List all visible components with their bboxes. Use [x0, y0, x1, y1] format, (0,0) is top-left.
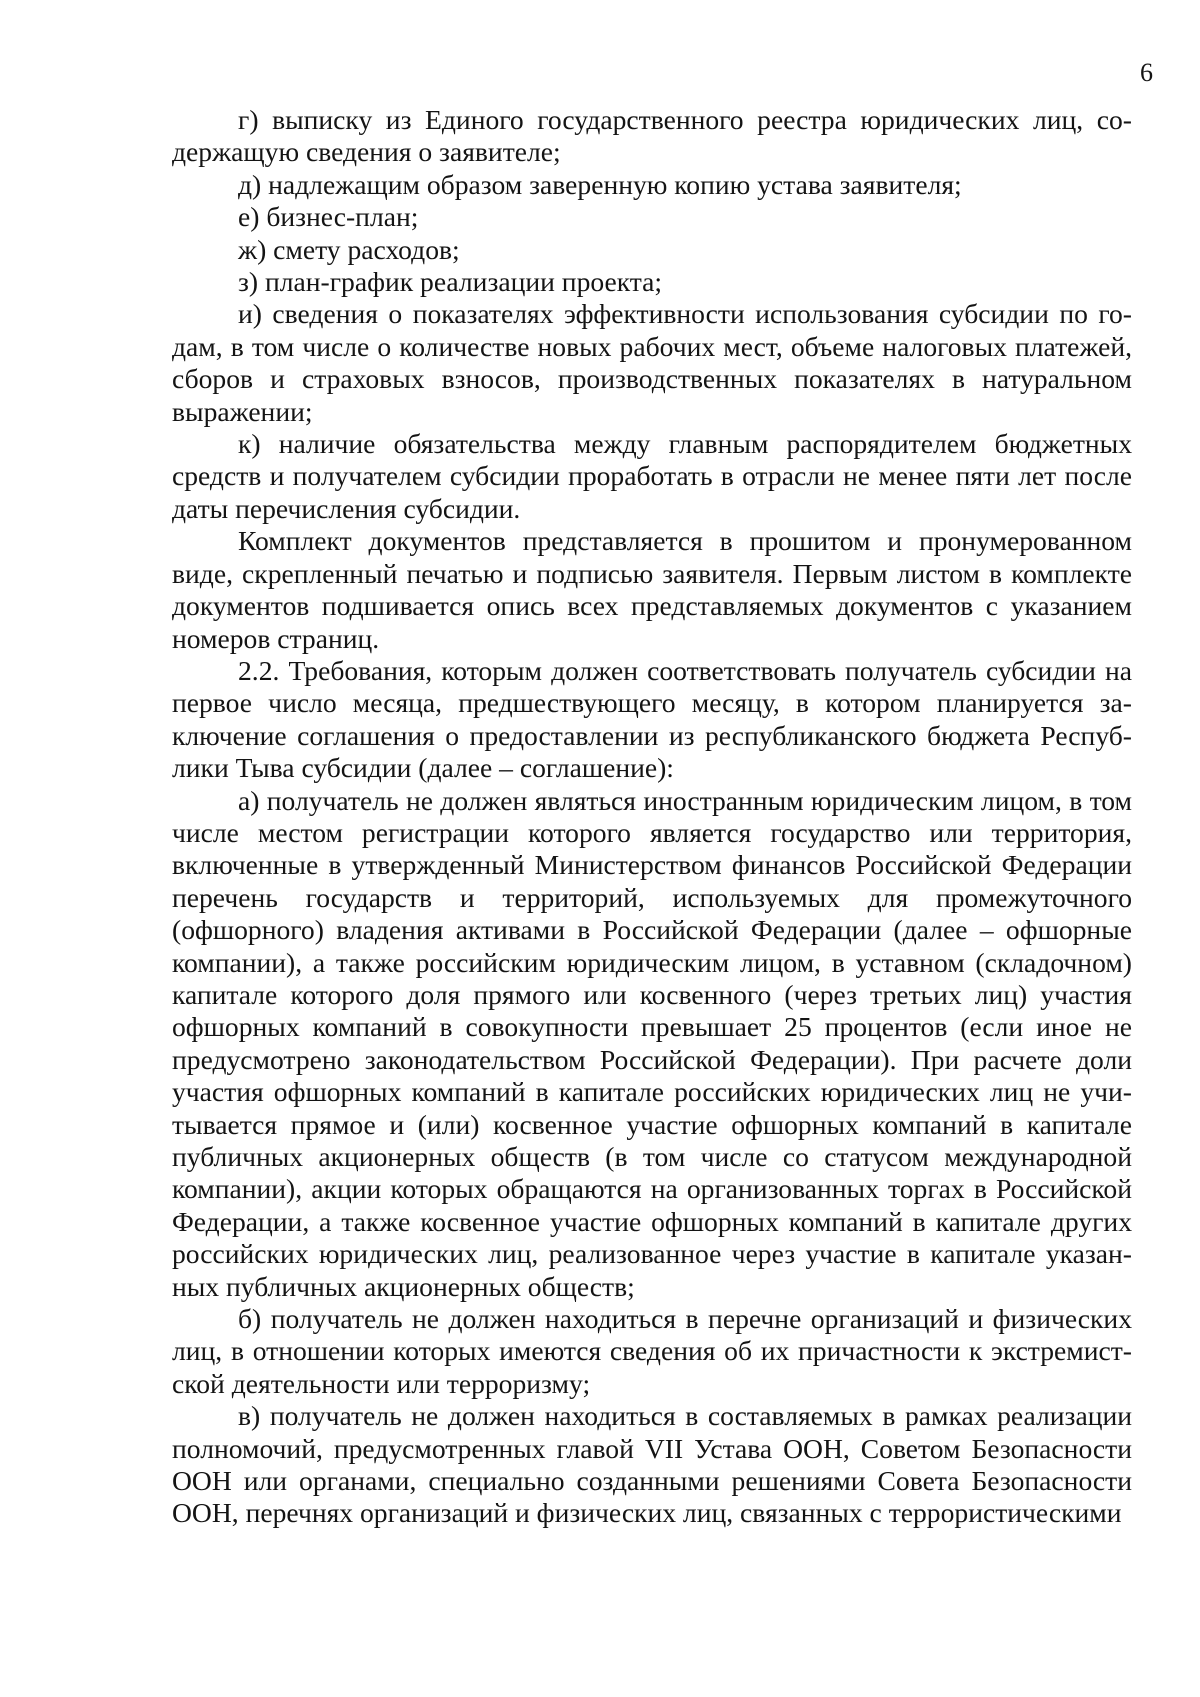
paragraph-item-b: б) получатель не должен находиться в перечне организаций и физических лиц, в отношении которых имеются сведения об их причастности к экстремистской деятельности или терроризму; — [172, 1303, 1132, 1399]
document-body — [172, 104, 1132, 1530]
paragraph-item-v: в) получатель не должен находиться в составляемых в рамках реализации полномочий, предусмотренных главой VII Устава ООН, Советом Безопасности ООН или органами, специально созданными решениями Совета Безопасности ООН, перечнях организаций и физических лиц, связанных с террористическими — [172, 1400, 1132, 1529]
paragraph-item-k: к) наличие обязательства между главным распорядителем бюджетных средств и получателем субсидии проработать в отрасли не менее пяти лет после даты перечисления субсидии. — [172, 428, 1132, 524]
paragraph-section-2-2: 2.2. Требования, которым должен соответствовать получатель субсидии на первое число месяца, предшествующего месяцу, в котором планируется заключение соглашения о предоставлении из республиканского бюджета Республики Тыва субсидии (далее – соглашение): — [172, 654, 1132, 784]
paragraph-item-zh: ж) смету расходов; — [238, 233, 460, 265]
paragraph-item-g: г) выписку из Единого государственного реестра юридических лиц, содержащую сведения о заявителе; — [172, 104, 1132, 168]
paragraph-item-a: а) получатель не должен являться иностранным юридическим лицом, в том числе местом регистрации которого является государство или территория, включенные в утвержденный Министерством финансов Российской Федерации перечень государств и территорий, используемых для промежуточного (офшорного) владения активами в Российской Федерации (далее – офшорные компании), а также российским юридическим лицом, в уставном (складочном) капитале которого доля прямого или косвенного (через третьих лиц) участия офшорных компаний в совокупности превышает 25 процентов (если иное не предусмотрено законодательством Российской Федерации). При расчете доли участия офшорных компаний в капитале российских юридических лиц не учитывается прямое и (или) косвенное участие офшорных компаний в капитале публичных акционерных обществ (в том числе со статусом международной компании), акции которых обращаются на организованных торгах в Российской Федерации, а также косвенное участие офшорных компаний в капитале других российских юридических лиц, реализованное через участие в капитале указанных публичных акционерных обществ; — [172, 784, 1132, 1302]
paragraph-item-d: д) надлежащим образом заверенную копию устава заявителя; — [238, 168, 962, 200]
paragraph-item-i: и) сведения о показателях эффективности использования субсидии по годам, в том числе о количестве новых рабочих мест, объеме налоговых платежей, сборов и страховых взносов, производственных показателях в натуральном выражении; — [172, 298, 1132, 427]
page-number: 6 — [1140, 58, 1153, 87]
paragraph-item-z: з) план-график реализации проекта; — [238, 266, 663, 298]
paragraph-item-e: е) бизнес-план; — [238, 201, 419, 233]
paragraph-document-package: Комплект документов представляется в прошитом и пронумерованном виде, скрепленный печатью и подписью заявителя. Первым листом в комплекте документов подшивается опись всех представляемых документов с указанием номеров страниц. — [172, 525, 1132, 654]
